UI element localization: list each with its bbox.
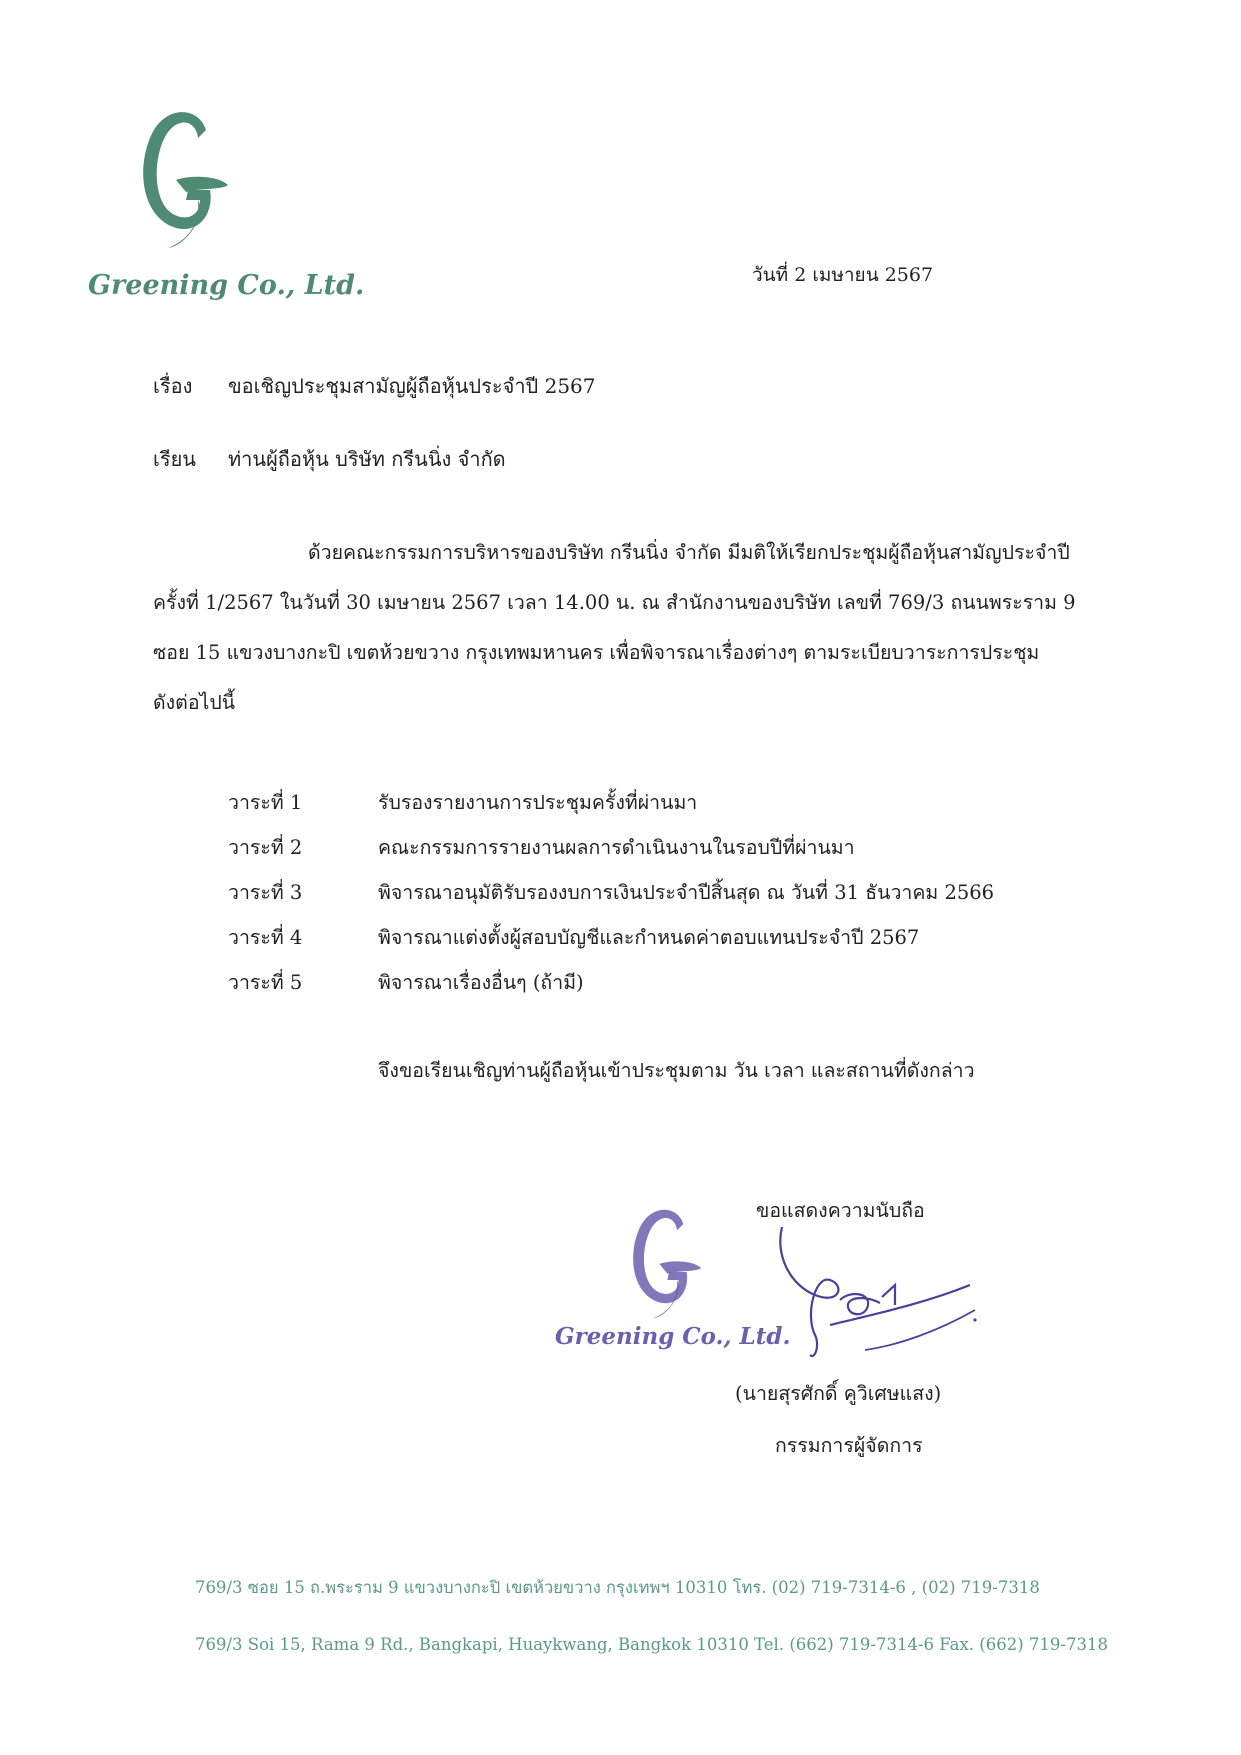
- agenda-number: วาระที่ 4: [228, 926, 303, 949]
- agenda-text: คณะกรรมการรายงานผลการดำเนินงานในรอบปีที่ผ่านมา: [378, 836, 855, 859]
- signer-title: กรรมการผู้จัดการ: [775, 1434, 923, 1457]
- agenda-number: วาระที่ 5: [228, 971, 303, 994]
- agenda-item: [228, 870, 1108, 915]
- company-stamp-text: Greening Co., Ltd.: [555, 1323, 791, 1350]
- agenda-text: พิจารณาเรื่องอื่นๆ (ถ้ามี): [378, 971, 584, 994]
- body-line: ด้วยคณะกรรมการบริหารของบริษัท กรีนนิ่ง จำกัด มีมติให้เรียกประชุมผู้ถือหุ้นสามัญประจำปี: [308, 541, 1070, 564]
- body-line: ซอย 15 แขวงบางกะปิ เขตห้วยขวาง กรุงเทพมหานคร เพื่อพิจารณาเรื่องต่างๆ ตามระเบียบวาระการประชุม: [153, 641, 1040, 664]
- recipient-label: เรียน: [153, 447, 196, 471]
- subject-label: เรื่อง: [153, 374, 193, 398]
- agenda-text: รับรองรายงานการประชุมครั้งที่ผ่านมา: [378, 791, 698, 814]
- agenda-text: พิจารณาแต่งตั้งผู้สอบบัญชีและกำหนดค่าตอบแทนประจำปี 2567: [378, 926, 920, 949]
- body-line: ครั้งที่ 1/2567 ในวันที่ 30 เมษายน 2567 เวลา 14.00 น. ณ สำนักงานของบริษัท เลขที่ 769/3 ถนนพระราม 9: [153, 591, 1076, 614]
- agenda-list: [228, 780, 1108, 1005]
- agenda-number: วาระที่ 1: [228, 791, 303, 814]
- company-logo-icon: [128, 100, 238, 250]
- signer-name: (นายสุรศักดิ์ คูวิเศษแสง): [735, 1382, 942, 1405]
- subject-value: ขอเชิญประชุมสามัญผู้ถือหุ้นประจำปี 2567: [228, 374, 596, 398]
- agenda-item: [228, 960, 1108, 1005]
- footer-address-english: 769/3 Soi 15, Rama 9 Rd., Bangkapi, Huaykwang, Bangkok 10310 Tel. (662) 719-7314-6 Fax. (662) 719-7318: [195, 1635, 1108, 1654]
- agenda-item: [228, 780, 1108, 825]
- agenda-item: [228, 915, 1108, 960]
- agenda-number: วาระที่ 3: [228, 881, 303, 904]
- handwritten-signature-icon: [770, 1225, 990, 1365]
- recipient-value: ท่านผู้ถือหุ้น บริษัท กรีนนิ่ง จำกัด: [228, 447, 506, 471]
- company-logo-text: Greening Co., Ltd.: [88, 270, 365, 301]
- agenda-text: พิจารณาอนุมัติรับรองงบการเงินประจำปีสิ้นสุด ณ วันที่ 31 ธันวาคม 2566: [378, 881, 995, 904]
- signature-closing: ขอแสดงความนับถือ: [756, 1199, 925, 1222]
- letter-date: วันที่ 2 เมษายน 2567: [752, 264, 934, 286]
- agenda-number: วาระที่ 2: [228, 836, 303, 859]
- company-stamp-icon: [620, 1200, 710, 1320]
- agenda-item: [228, 825, 1108, 870]
- closing-sentence: จึงขอเรียนเชิญท่านผู้ถือหุ้นเข้าประชุมตาม วัน เวลา และสถานที่ดังกล่าว: [378, 1059, 975, 1082]
- body-line: ดังต่อไปนี้: [153, 691, 236, 714]
- footer-address-thai: 769/3 ซอย 15 ถ.พระราม 9 แขวงบางกะปิ เขตห้วยขวาง กรุงเทพฯ 10310 โทร. (02) 719-7314-6 , (02) 719-7318: [195, 1578, 1040, 1597]
- body-paragraph: [153, 528, 1138, 728]
